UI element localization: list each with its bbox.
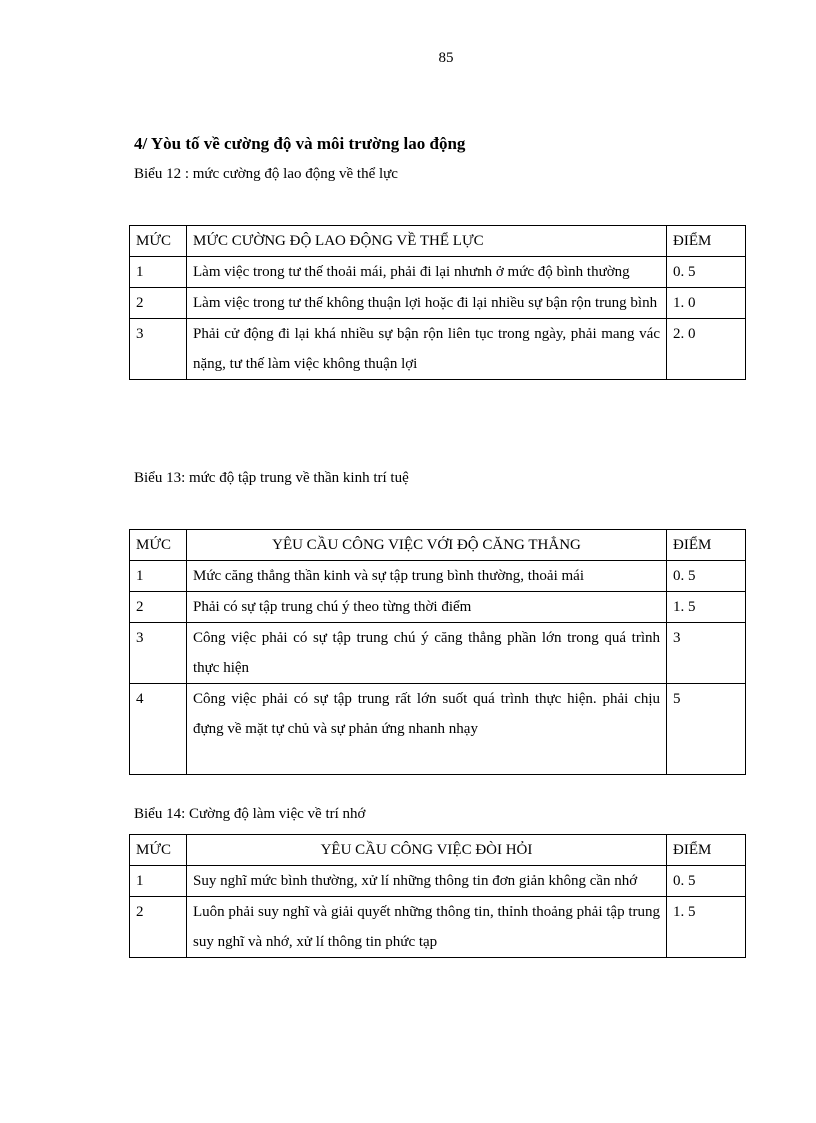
header-level: MỨC bbox=[130, 530, 187, 561]
row-level: 2 bbox=[130, 288, 187, 319]
row-description: Mức căng thẳng thần kinh và sự tập trung bình thường, thoải mái bbox=[187, 561, 667, 592]
row-score: 3 bbox=[667, 623, 746, 684]
row-score: 0. 5 bbox=[667, 561, 746, 592]
row-level: 3 bbox=[130, 623, 187, 684]
row-score: 0. 5 bbox=[667, 866, 746, 897]
row-level: 2 bbox=[130, 592, 187, 623]
header-description: YÊU CẦU CÔNG VIỆC ĐÒI HỎI bbox=[187, 835, 667, 866]
row-score: 1. 0 bbox=[667, 288, 746, 319]
page-number: 85 bbox=[438, 50, 454, 66]
row-level: 1 bbox=[130, 561, 187, 592]
table-row bbox=[130, 288, 746, 319]
header-level: MỨC bbox=[130, 835, 187, 866]
table-header-row bbox=[130, 226, 746, 257]
row-description: Phải cử động đi lại khá nhiều sự bận rộn liên tục trong ngày, phải mang vác nặng, tư thế làm việc không thuận lợi bbox=[187, 319, 667, 380]
row-description: Làm việc trong tư thế không thuận lợi hoặc đi lại nhiều sự bận rộn trung bình bbox=[187, 288, 667, 319]
header-score: ĐIỂM bbox=[667, 530, 746, 561]
row-level: 3 bbox=[130, 319, 187, 380]
table-row bbox=[130, 684, 746, 775]
row-level: 1 bbox=[130, 257, 187, 288]
header-level: MỨC bbox=[130, 226, 187, 257]
row-score: 5 bbox=[667, 684, 746, 775]
row-description: Công việc phải có sự tập trung rất lớn suốt quá trình thực hiện. phải chịu đựng về mặt tự chủ và sự phản ứng nhanh nhạy bbox=[187, 684, 667, 775]
table-row bbox=[130, 866, 746, 897]
header-description: MỨC CƯỜNG ĐỘ LAO ĐỘNG VỀ THỂ LỰC bbox=[187, 226, 667, 257]
table-14-caption: Biểu 14: Cường độ làm việc về trí nhớ bbox=[134, 806, 366, 822]
table-12 bbox=[129, 225, 746, 380]
row-score: 0. 5 bbox=[667, 257, 746, 288]
header-score: ĐIỂM bbox=[667, 226, 746, 257]
row-description: Phải có sự tập trung chú ý theo từng thời điểm bbox=[187, 592, 667, 623]
row-level: 4 bbox=[130, 684, 187, 775]
table-13 bbox=[129, 529, 746, 775]
table-13-caption: Biểu 13: mức độ tập trung về thần kinh trí tuệ bbox=[134, 470, 409, 486]
header-score: ĐIỂM bbox=[667, 835, 746, 866]
table-header-row bbox=[130, 835, 746, 866]
table-row bbox=[130, 257, 746, 288]
header-description: YÊU CẦU CÔNG VIỆC VỚI ĐỘ CĂNG THẲNG bbox=[187, 530, 667, 561]
table-row bbox=[130, 623, 746, 684]
table-14 bbox=[129, 834, 746, 958]
row-description: Công việc phải có sự tập trung chú ý căng thẳng phần lớn trong quá trình thực hiện bbox=[187, 623, 667, 684]
row-level: 1 bbox=[130, 866, 187, 897]
table-row bbox=[130, 897, 746, 958]
section-heading: 4/ Yòu tố về cường độ và môi trường lao động bbox=[134, 134, 466, 153]
row-description: Luôn phải suy nghĩ và giải quyết những thông tin, thỉnh thoảng phải tập trung suy nghĩ và nhớ, xử lí thông tin phức tạp bbox=[187, 897, 667, 958]
table-row bbox=[130, 561, 746, 592]
table-row bbox=[130, 319, 746, 380]
row-score: 1. 5 bbox=[667, 897, 746, 958]
table-row bbox=[130, 592, 746, 623]
table-header-row bbox=[130, 530, 746, 561]
row-description: Suy nghĩ mức bình thường, xử lí những thông tin đơn giản không cần nhớ bbox=[187, 866, 667, 897]
row-level: 2 bbox=[130, 897, 187, 958]
row-score: 1. 5 bbox=[667, 592, 746, 623]
row-score: 2. 0 bbox=[667, 319, 746, 380]
row-description: Làm việc trong tư thế thoải mái, phải đi lại nhưnh ở mức độ bình thường bbox=[187, 257, 667, 288]
table-12-caption: Biểu 12 : mức cường độ lao động về thể lực bbox=[134, 166, 398, 182]
